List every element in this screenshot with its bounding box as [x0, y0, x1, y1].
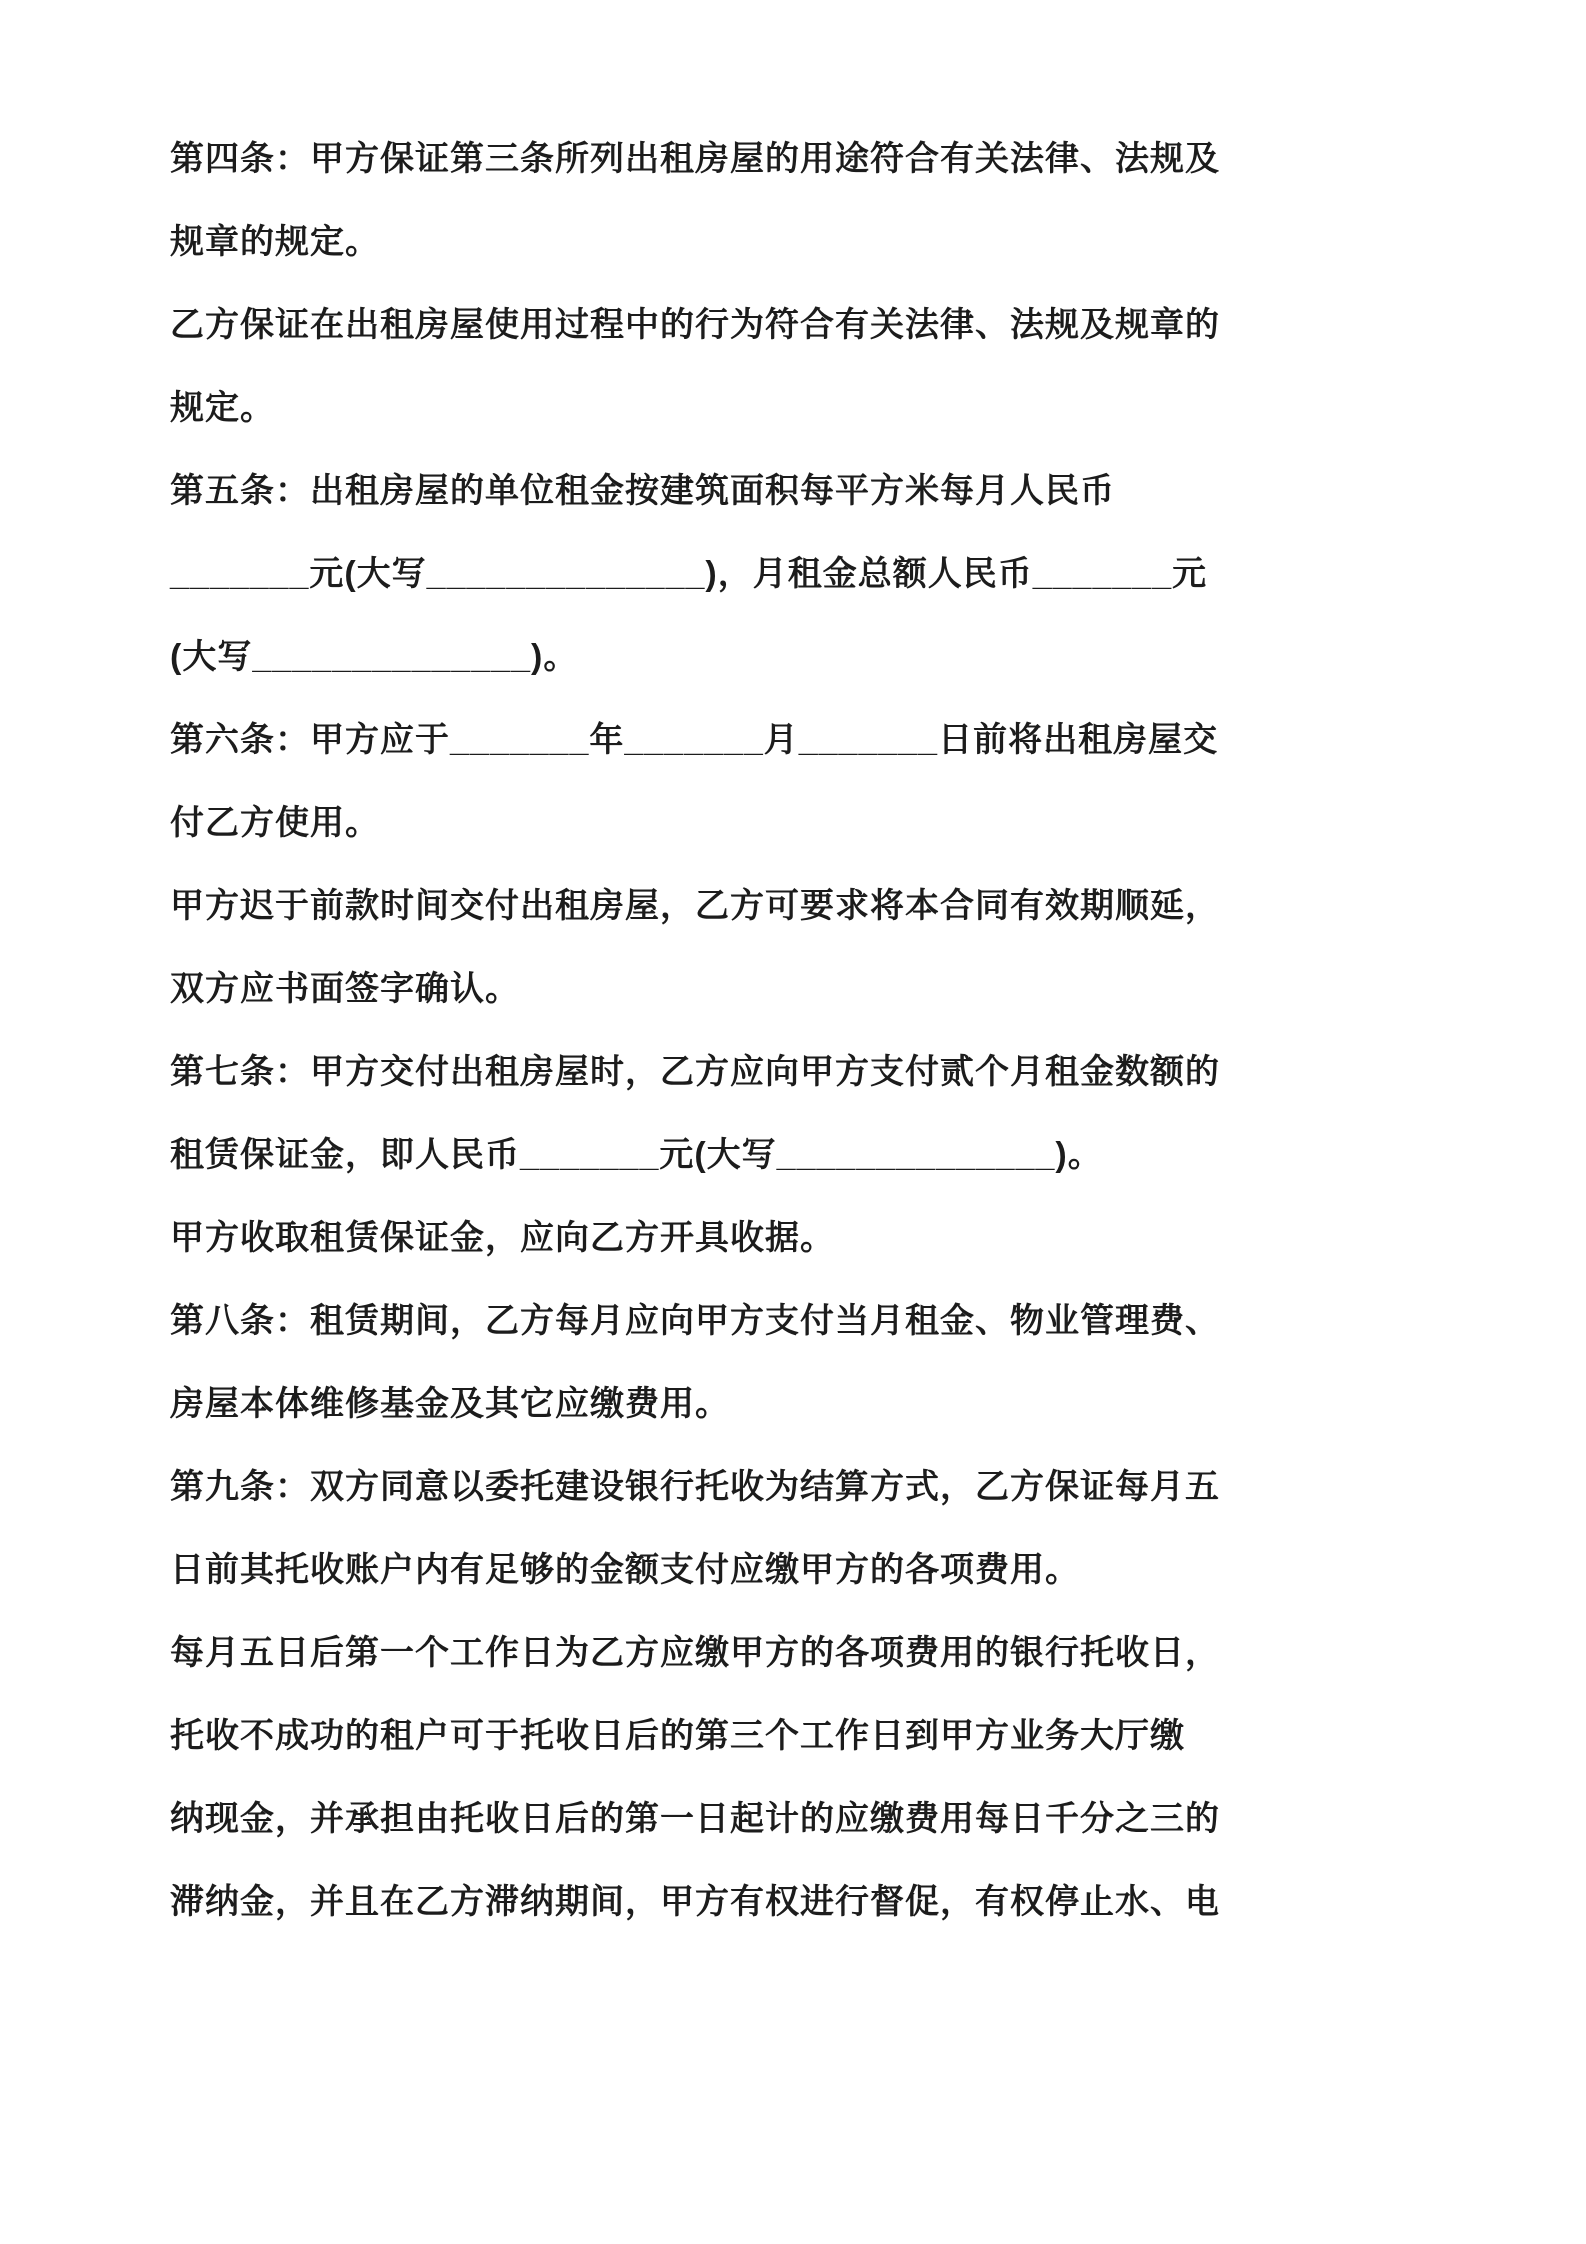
document-line: 规章的规定。 [170, 223, 380, 261]
document-line: 房屋本体维修基金及其它应缴费用。 [170, 1385, 730, 1423]
document-line: 双方应书面签字确认。 [170, 970, 520, 1008]
document-body [170, 118, 1426, 1944]
document-line: 纳现金，并承担由托收日后的第一日起计的应缴费用每日千分之三的 [170, 1800, 1220, 1838]
document-line: 日前其托收账户内有足够的金额支付应缴甲方的各项费用。 [170, 1551, 1080, 1589]
document-line: _______元(大写______________)，月租金总额人民币_______元 [170, 555, 1208, 593]
document-line: 乙方保证在出租房屋使用过程中的行为符合有关法律、法规及规章的 [170, 306, 1220, 344]
document-line: 第四条：甲方保证第三条所列出租房屋的用途符合有关法律、法规及 [170, 140, 1220, 178]
document-line: 甲方收取租赁保证金，应向乙方开具收据。 [170, 1219, 835, 1257]
document-line: 第六条：甲方应于_______年_______月_______日前将出租房屋交 [170, 721, 1219, 759]
document-line: 第五条：出租房屋的单位租金按建筑面积每平方米每月人民币 [170, 472, 1115, 510]
document-line: 甲方迟于前款时间交付出租房屋，乙方可要求将本合同有效期顺延， [170, 887, 1220, 925]
document-line: 滞纳金，并且在乙方滞纳期间，甲方有权进行督促，有权停止水、电 [170, 1883, 1220, 1921]
document-line: (大写______________)。 [170, 638, 579, 676]
document-line: 租赁保证金，即人民币_______元(大写______________)。 [170, 1136, 1103, 1174]
document-line: 托收不成功的租户可于托收日后的第三个工作日到甲方业务大厅缴 [170, 1717, 1185, 1755]
document-line: 规定。 [170, 389, 275, 427]
document-line: 第九条：双方同意以委托建设银行托收为结算方式，乙方保证每月五 [170, 1468, 1220, 1506]
document-line: 付乙方使用。 [170, 804, 380, 842]
document-line: 第七条：甲方交付出租房屋时，乙方应向甲方支付贰个月租金数额的 [170, 1053, 1220, 1091]
document-line: 每月五日后第一个工作日为乙方应缴甲方的各项费用的银行托收日， [170, 1634, 1220, 1672]
document-line: 第八条：租赁期间，乙方每月应向甲方支付当月租金、物业管理费、 [170, 1302, 1220, 1340]
